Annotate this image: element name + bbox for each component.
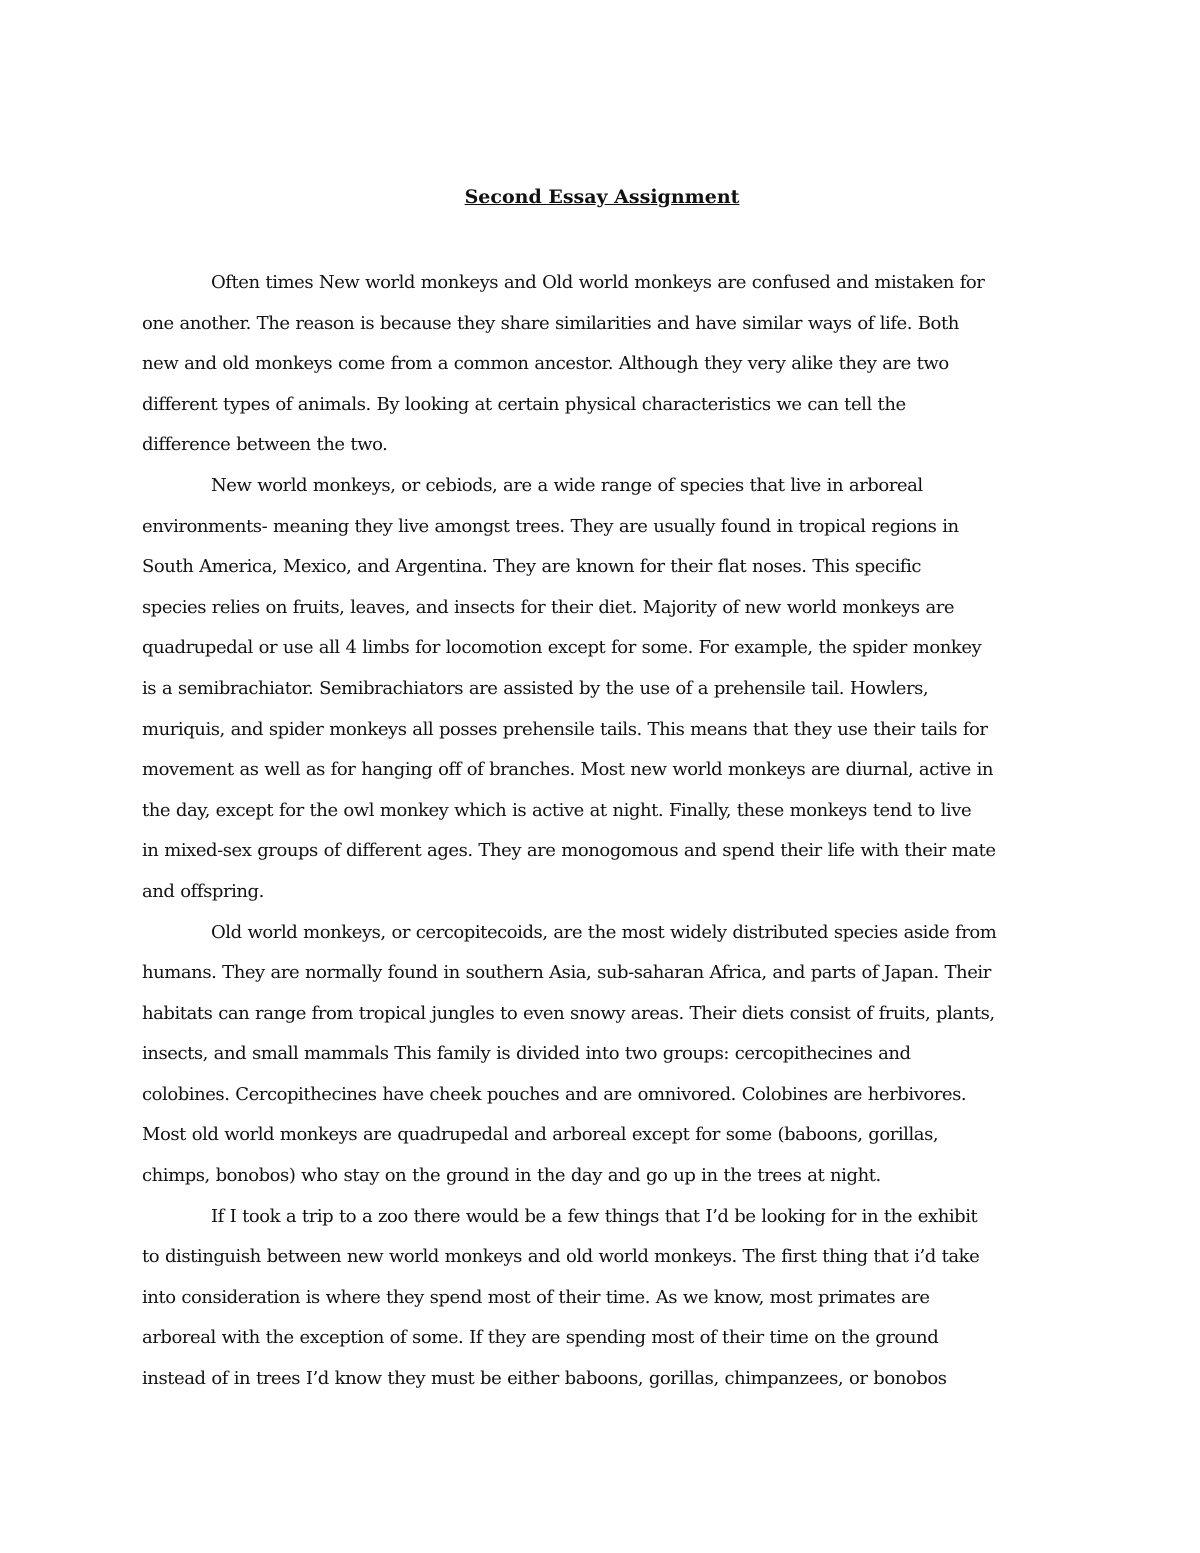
text-line: insects, and small mammals This family is divided into two groups: cercopithecines and <box>142 1043 911 1065</box>
text-line: New world monkeys, or cebiods, are a wide range of species that live in arboreal <box>211 474 923 496</box>
text-line: If I took a trip to a zoo there would be a few things that I’d be looking for in the exhibit <box>211 1205 978 1227</box>
text-line: and offspring. <box>142 880 264 902</box>
text-line: habitats can range from tropical jungles to even snowy areas. Their diets consist of fruits, plants, <box>142 1002 995 1024</box>
text-line: different types of animals. By looking at certain physical characteristics we can tell the <box>142 393 906 415</box>
text-line: into consideration is where they spend most of their time. As we know, most primates are <box>142 1286 930 1308</box>
text-line: movement as well as for hanging off of branches. Most new world monkeys are diurnal, active in <box>142 759 994 781</box>
essay-title: Second Essay Assignment <box>464 186 740 208</box>
text-line: South America, Mexico, and Argentina. They are known for their flat noses. This specific <box>142 556 922 578</box>
text-line: species relies on fruits, leaves, and insects for their diet. Majority of new world monkeys are <box>142 596 955 618</box>
text-line: to distinguish between new world monkeys and old world monkeys. The first thing that i’d take <box>142 1246 980 1268</box>
text-line: colobines. Cercopithecines have cheek pouches and are omnivored. Colobines are herbivores. <box>142 1083 967 1105</box>
text-line: quadrupedal or use all 4 limbs for locomotion except for some. For example, the spider monkey <box>142 637 982 659</box>
text-line: Most old world monkeys are quadrupedal and arboreal except for some (baboons, gorillas, <box>142 1124 939 1146</box>
text-line: chimps, bonobos) who stay on the ground in the day and go up in the trees at night. <box>142 1165 881 1187</box>
text-line: instead of in trees I’d know they must be either baboons, gorillas, chimpanzees, or bonobos <box>142 1368 947 1390</box>
text-line: Old world monkeys, or cercopitecoids, are the most widely distributed species aside from <box>211 921 997 943</box>
text-line: muriquis, and spider monkeys all posses prehensile tails. This means that they use their tails for <box>142 718 988 740</box>
text-line: environments- meaning they live amongst trees. They are usually found in tropical regions in <box>142 515 959 537</box>
text-line: Often times New world monkeys and Old world monkeys are confused and mistaken for <box>211 272 985 293</box>
text-line: new and old monkeys come from a common ancestor. Although they very alike they are two <box>142 353 949 375</box>
text-line: one another. The reason is because they share similarities and have similar ways of life. Both <box>142 312 959 334</box>
essay-body <box>142 183 1062 1400</box>
text-line: the day, except for the owl monkey which is active at night. Finally, these monkeys tend to live <box>142 799 972 821</box>
text-line: is a semibrachiator. Semibrachiators are assisted by the use of a prehensile tail. Howlers, <box>142 677 929 699</box>
text-line: difference between the two. <box>142 434 388 456</box>
text-line: arboreal with the exception of some. If they are spending most of their time on the ground <box>142 1327 939 1349</box>
text-line: humans. They are normally found in southern Asia, sub-saharan Africa, and parts of Japan. Their <box>142 962 991 984</box>
text-line: in mixed-sex groups of different ages. They are monogomous and spend their life with their mate <box>142 840 996 862</box>
